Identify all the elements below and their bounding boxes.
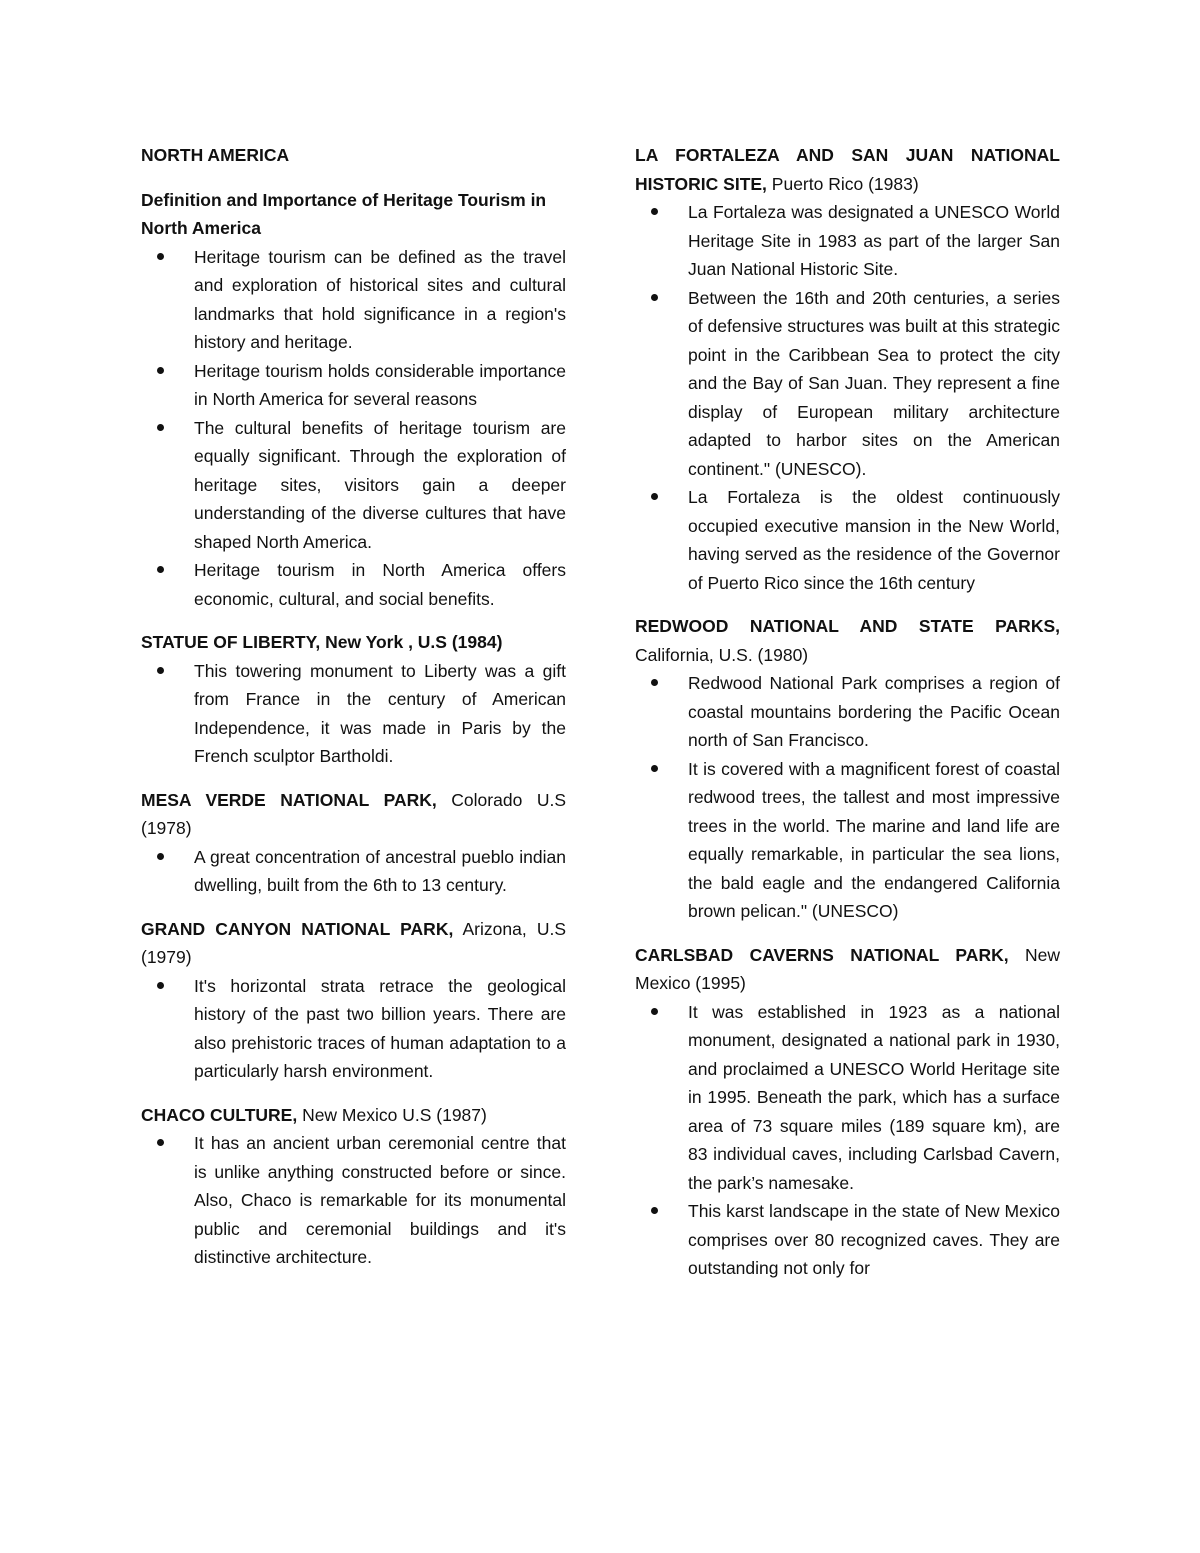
bullet-icon <box>651 493 658 500</box>
bullet-icon <box>651 765 658 772</box>
bullet-icon <box>651 679 658 686</box>
list-item: La Fortaleza was designated a UNESCO World Heritage Site in 1983 as part of the larger San Juan National Historic Site. <box>635 198 1060 284</box>
section-bullet-list <box>635 669 1060 926</box>
list-item: Redwood National Park comprises a region of coastal mountains bordering the Pacific Ocean north of San Francisco. <box>635 669 1060 755</box>
bullet-icon <box>651 1008 658 1015</box>
bullet-icon <box>157 667 164 674</box>
section-title-chaco-culture: CHACO CULTURE, New Mexico U.S (1987) <box>141 1104 487 1125</box>
section-title-statue-of-liberty: STATUE OF LIBERTY, New York , U.S (1984) <box>141 632 503 652</box>
list-item: It's horizontal strata retrace the geological history of the past two billion years. There are also prehistoric traces of human adaptation to a particularly harsh environment. <box>141 972 566 1086</box>
section-bullet-list <box>141 843 566 900</box>
intro-title: Definition and Importance of Heritage Tourism in North America <box>141 189 547 238</box>
list-item: Between the 16th and 20th centuries, a series of defensive structures was built at this strategic point in the Caribbean Sea to protect the city and the Bay of San Juan. They represent a fine display of European military architecture adapted to harbor sites on the American continent." (UNESCO). <box>635 284 1060 484</box>
bullet-icon <box>651 208 658 215</box>
bullet-icon <box>651 1207 658 1214</box>
bullet-icon <box>157 853 164 860</box>
bullet-icon <box>157 1139 164 1146</box>
page-heading: NORTH AMERICA <box>141 145 290 165</box>
list-item: It is covered with a magnificent forest of coastal redwood trees, the tallest and most impressive trees in the world. The marine and land life are equally remarkable, in particular the sea lions, the bald eagle and the endangered California brown pelican." (UNESCO) <box>635 755 1060 926</box>
section-bullet-list <box>141 1129 566 1272</box>
bullet-icon <box>651 294 658 301</box>
list-item: Heritage tourism holds considerable importance in North America for several reasons <box>141 357 566 414</box>
list-item: La Fortaleza is the oldest continuously occupied executive mansion in the New World, having served as the residence of the Governor of Puerto Rico since the 16th century <box>635 483 1060 597</box>
section-title-grand-canyon: GRAND CANYON NATIONAL PARK, Arizona, U.S (1979) <box>141 918 566 967</box>
section-title-carlsbad-caverns: CARLSBAD CAVERNS NATIONAL PARK, New Mexico (1995) <box>635 944 1060 993</box>
section-bullet-list <box>635 998 1060 1283</box>
bullet-icon <box>157 982 164 989</box>
list-item: Heritage tourism can be defined as the travel and exploration of historical sites and cultural landmarks that hold significance in a region's history and heritage. <box>141 243 566 357</box>
list-item: The cultural benefits of heritage tourism are equally significant. Through the exploration of heritage sites, visitors gain a deeper understanding of the diverse cultures that have shaped North America. <box>141 414 566 557</box>
list-item: This karst landscape in the state of New Mexico comprises over 80 recognized caves. They are outstanding not only for <box>635 1197 1060 1283</box>
section-title-redwood: REDWOOD NATIONAL AND STATE PARKS, California, U.S. (1980) <box>635 616 1060 665</box>
list-item: A great concentration of ancestral pueblo indian dwelling, built from the 6th to 13 century. <box>141 843 566 900</box>
section-title-mesa-verde: MESA VERDE NATIONAL PARK, Colorado U.S (1978) <box>141 789 567 838</box>
section-bullet-list <box>635 198 1060 597</box>
bullet-icon <box>157 424 164 431</box>
bullet-icon <box>157 566 164 573</box>
section-bullet-list <box>141 657 566 771</box>
intro-bullet-list <box>141 243 566 614</box>
section-bullet-list <box>141 972 566 1086</box>
bullet-icon <box>157 253 164 260</box>
list-item: It has an ancient urban ceremonial centre that is unlike anything constructed before or since. Also, Chaco is remarkable for its monumental public and ceremonial buildings and it's distinctive architecture. <box>141 1129 566 1272</box>
list-item: Heritage tourism in North America offers economic, cultural, and social benefits. <box>141 556 566 613</box>
list-item: It was established in 1923 as a national monument, designated a national park in 1930, and proclaimed a UNESCO World Heritage site in 1995. Beneath the park, which has a surface area of 73 square miles (189 square km), are 83 individual caves, including Carlsbad Cavern, the park’s namesake. <box>635 998 1060 1198</box>
section-title-la-fortaleza: LA FORTALEZA AND SAN JUAN NATIONAL HISTORIC SITE, Puerto Rico (1983) <box>635 145 1060 194</box>
list-item: This towering monument to Liberty was a gift from France in the century of American Independence, it was made in Paris by the French sculptor Bartholdi. <box>141 657 566 771</box>
left-column <box>141 141 566 1272</box>
bullet-icon <box>157 367 164 374</box>
right-column <box>635 141 1060 1283</box>
